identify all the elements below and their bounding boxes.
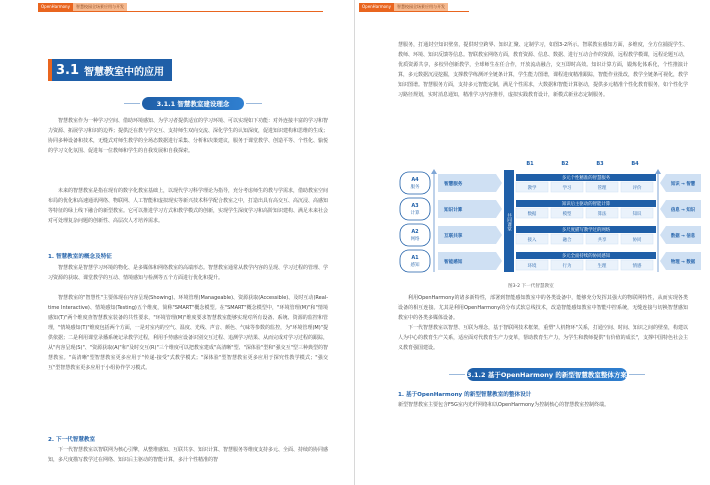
right-up-arrow-head [655,169,661,174]
row-cell-text: 评价 [632,185,642,191]
column-label-3: B3 [596,161,604,167]
right-heading-1: 1. 基于OpenHarmony 的新型智慧教室的整体设计 [398,392,532,398]
row-cell-text: 学习 [562,185,572,191]
layer-name: 计算 [410,211,420,216]
row-left-label: 智慧服务 [444,182,463,187]
layer-code: A3 [411,203,419,209]
row-cell-text: 知识 [632,211,642,217]
header-tag: OpenHarmony [38,3,73,11]
row-cell-text: 行为 [562,263,572,269]
left-paragraph-4: 智慧教室的"智慧性"主要体现在内容呈现(Showing)、环境管理(Manageable)、资源获取(Accessible)、及时互动(Real-time Interactive)、情境感知(Testing)五个维度，简称"SMART"概念模型。在"SMART"概念模型中，"环境管理(M)"和"情境感知(T)"两个维度查智慧教室装备的共性要求，"环境管理(M)"维度要求智慧教室能够实现对所有设备、系统、资源的监控和管理，"情境感知(T)"维度包括两个方面，一是对室内的空气、温度、光线、声音、颜色、气味等参数的监控，为"环境管理(M)"提供依据；二是利用课堂录播系统记录教学过程，利用手势感应设备识别交互过程、追测学习结果、从而完成对学习过程的跟踪，从"内容呈现(S)"、"资源获取(A)"和"及时交互(R)"三个维度可以把教室建成"高清晰"型、"深体验"型和"强交互"型三种典型的智慧教室。"高清晰"型智慧教室更多应用于"传递-接受"式教学模式；"深体验"型智慧教室更多应用于探究性教学模式；"强交互"型智慧教室更多应用于小组协作学习模式。 [48,295,329,371]
row-left-label: 互联共享 [444,234,463,239]
header-subtitle: 智慧校园全场景应用与开发 [73,3,127,11]
header-rule [38,11,323,12]
section-banner [48,59,172,81]
row-title: 多尺度描写教学过的网络 [561,228,611,234]
row-cell-text: 协同 [632,237,642,243]
right-paragraph-3: 下一代智慧教室以智慧、互联为理念，基于智联网技术框架，重塑"人机物环"关系，打通空间、时间、知识之间的壁垒，构建以人为中心的教育生产关系，适应面对代教育生产力变革，帮助教育生产力，为学生和教师提供"有价值的成长"，支撑中国特色社会主义教育强国建设。 [398,325,688,351]
next-gen-classroom-diagram [398,160,703,276]
column-label-2: B2 [561,161,569,167]
row-cell-text: 算法 [597,211,607,217]
figure-caption: 图3-2 下一代智慧教室 [508,284,554,289]
right-paragraph-1: 慧服务，打通封空知识壁垒，提供时空跨界、知识汇聚、定制学习，如图3-2所示。智联教室感知方面，多维度，全方位捕捉学生、教师、环境、知识反馈等信息。智联教室网络方面，教育资源、信息、数据、进行互动合作的资源，远程教学模课，远程论题互动，优质资源共享，多校异创新教学，全球师生在任合作，开放流动融合，交互即时高效。知识计算方面，锻炼化体系化，个性推演计算，多元数据沉浸挖掘，支撑教学练测评全链条计算，学生能力图谱，课程进度精准跟踪，智能作业批改，教学全链条可视化，教学知识图谱。智慧服务方面，支持多元智能定制，满足个性需求，大数据和智能计算驱动，提供多元精准个性化教育服务，如个性化学习路径规划，实时消息通知，精准学习内容推荐，虚拟实践教育设计，新模式新业态定制服务。 [398,42,689,98]
row-right-label: 信息 → 知识 [670,208,696,213]
left-heading-2: 2. 下一代智慧教室 [48,437,96,443]
row-title: 多元全面持续的协同感知 [561,254,611,260]
left-running-header [38,3,127,11]
row-left-label: 知识计算 [444,208,463,213]
layer-name: 网络 [410,237,420,242]
row-cell-text: 情感 [632,263,642,269]
layer-code: A4 [411,177,419,183]
left-paragraph-1: 智慧教室作为一种学习空间、借助环境感知、为学习者提供适宜的学习环境、可以实现如下功能：对外连接丰富的学习和智力资源、拓展学习和识的边界；提供泛在教与学交互、支持师生双向交流、深化学生的认知深度，促进知识建构和思维的生成；协同多种设备和技术，无缝式对师生教学的全场态数据进行采集、分析和决策建议，服务于课堂教学、创造平等、个性化、愉悦的学习文化氛围、促进每一位教师和学生的自我发展和自我探索。 [48,118,329,154]
center-column-title: 共同课堂 [506,212,512,232]
row-cell-text: 管理 [597,185,607,191]
row-cell-text: 融合 [562,237,572,243]
header-subtitle: 智慧校园全场景应用与开发 [394,3,448,11]
right-paragraph-4: 新型智慧教室主要包含F5G室内光纤网络和以OpenHarmony为控制核心的智慧教室控制终端。 [398,402,610,408]
row-right-label: 物理 → 数据 [670,260,696,265]
subsection-banner-1: 3.1.1 智慧教室建设理念 [142,97,244,110]
layer-name: 感知 [410,263,420,268]
left-heading-1: 1. 智慧教室的概念及特征 [48,254,112,260]
right-running-header [359,3,448,11]
row-cell-text: 接入 [527,237,537,243]
right-paragraph-2: 利用OpenHarmony的诸多新特性，部署到智能感知教室中的各类设备中，能够充分发挥其强大的物联网特性，从而实现各类设备的相互连接。尤其是利用OpenHarmony的分布式软总线技术，改造智能感知教室中智能中控系统，无缝连接与切换智慧感知教室中的各类多媒体设备。 [398,295,688,321]
column-label-1: B1 [526,161,534,167]
layer-block-a1 [400,250,430,272]
left-up-arrow-head [431,169,437,174]
section-number: 3.1 [56,62,80,78]
section-title: 智慧教室中的应用 [84,66,165,78]
layer-code: A2 [411,229,419,235]
subsection-banner-2: 3.1.2 基于OpenHarmony 的新型智慧教室整体方案 [467,368,627,381]
header-tag: OpenHarmony [359,3,394,11]
left-paragraph-3: 智慧教室是智慧学习环境的物化、是多媒体和网络教室的高端形态。智慧教室通常从教学内容的呈现、学习过程的管理、学习资源的获取、课堂教学的互动、情境感知与检测等五个方面进行优化和提升。 [48,265,329,281]
layer-block-a4 [400,172,430,194]
row-left-label: 智能感知 [444,260,463,265]
row-cell-text: 教学 [527,185,537,191]
row-right-label: 数据 → 信息 [670,234,696,239]
row-title: 知识后主驱动的智能计算 [561,202,611,208]
row-title: 多元个性精准的智慧服务 [561,176,611,182]
row-cell-text: 生理 [597,263,607,269]
row-cell-text: 环境 [527,263,537,269]
row-cell-text: 数据 [527,211,537,217]
left-paragraph-5: 下一代智慧教室以智联网为核心引擎，从整堆感知、互联共享、知识计算、智慧服务等维度支持多元、全面、持续的协同感知，多尺度描写教学过在网络、知识后主驱动的智能计算，多汁个性精准的智 [48,447,329,463]
layer-code: A1 [411,255,419,261]
left-paragraph-2: 未来的智慧教室是指在现有的数字化教室基础上，以现代学习科学理论为指导，充分考虑师生的教与学需求，借助教室空间布局的优化和高速通讯网络、物联网、人工智能和虚拟现实等新兴技术科学配合教室之中，打造出具有高交互、高沉浸、高感知等特征的绿上线下融合的新型教室。它可以推进学习方式和教学模式的创新，实现学生深度学习和高阶知识建构、满足未来社会对可处理复杂问题的创新性、高层次人才培养需求。 [48,188,329,224]
layer-block-a2 [400,224,430,246]
layer-block-a3 [400,198,430,220]
column-label-4: B4 [631,161,639,167]
row-cell-text: 共享 [597,237,607,243]
header-rule [359,11,469,12]
row-right-label: 知识 → 智慧 [670,182,696,187]
layer-name: 服务 [410,185,420,190]
row-cell-text: 模型 [562,211,572,217]
